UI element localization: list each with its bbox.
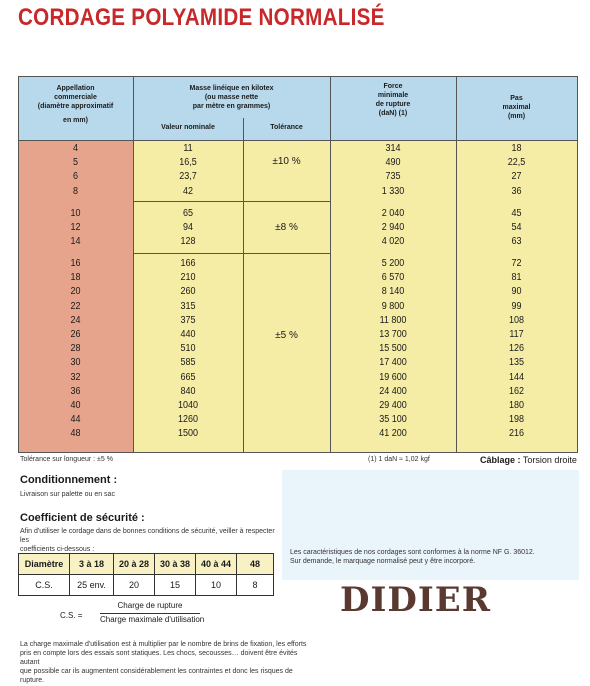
conditionnement-text: Livraison sur palette ou en sac: [20, 491, 115, 498]
table-cell: 20: [70, 286, 81, 298]
table-cell: 17 400: [379, 357, 407, 369]
table-cell: 22,5: [507, 157, 526, 169]
securite-text: Afin d'utiliser le cordage dans de bonnes conditions de sécurité, veiller à respecter les coefficients ci-dessous :: [20, 528, 275, 553]
table-cell: 216: [508, 428, 525, 440]
table-cell: Diamètre: [19, 554, 70, 575]
table-cell: 162: [508, 385, 525, 397]
norme-text: Les caractéristiques de nos cordages sont conformes à la norme NF G. 36012. Sur demande, le marquage normalisé peut y être incorporé.: [290, 549, 535, 565]
page-title: CORDAGE POLYAMIDE NORMALISÉ: [18, 4, 385, 31]
table-cell: 14: [70, 236, 81, 248]
table-cell: 144: [508, 371, 525, 383]
table-cell: 41 200: [379, 428, 407, 440]
securite-heading: Coefficient de sécurité :: [20, 512, 145, 524]
table-cell: 35 100: [379, 414, 407, 426]
group3-diameters: [18, 257, 133, 441]
conditionnement-heading: Conditionnement :: [20, 474, 118, 486]
table-cell: 30: [70, 357, 81, 369]
table-cell: 117: [509, 328, 524, 340]
group2-tolerance: ±8 %: [275, 222, 298, 233]
group1-mass: [133, 142, 243, 199]
group2-mass: [133, 207, 243, 250]
table-cell: 16,5: [179, 157, 197, 169]
securite-footer: La charge maximale d'utilisation est à multiplier par le nombre de brins de fixation, les efforts pris en compte lors des essais sont statiques. Les chocs, secousses… doivent être évités autant que possible car ils augmentent considérablement les contraintes et donc les risques de rupture.: [20, 641, 307, 684]
table-cell: 13 700: [379, 328, 407, 340]
table-cell: 8: [237, 575, 274, 596]
table-cell: 5 200: [381, 258, 405, 269]
table-cell: 166: [180, 258, 196, 269]
table-cell: 36: [70, 385, 81, 397]
didier-logo: DIDIER: [340, 580, 491, 620]
group1-pas: [456, 142, 577, 199]
table-cell: 1040: [177, 399, 199, 411]
table-cell: 94: [182, 222, 194, 234]
table-cell: 6 570: [381, 272, 405, 284]
table-cell: 54: [511, 222, 522, 234]
table-cell: 42: [182, 185, 194, 197]
table-cell: 440: [180, 328, 196, 340]
table-cell: 6: [72, 171, 79, 183]
table-cell: 260: [180, 286, 196, 298]
group2-force: [330, 207, 456, 250]
table-cell: 1260: [177, 414, 199, 426]
table-cell: 135: [508, 357, 525, 369]
table-cell: 10: [196, 575, 237, 596]
table-cell: 735: [385, 171, 401, 183]
table-cell: 25 env.: [70, 575, 114, 596]
group1-force: [330, 142, 456, 199]
table-cell: 180: [508, 399, 525, 411]
table-cell: 27: [511, 171, 522, 183]
spec-table: [18, 76, 578, 452]
formula-denominator: Charge maximale d'utilisation: [100, 615, 205, 624]
table-cell: C.S.: [19, 575, 70, 596]
table-cell: 36: [511, 185, 522, 197]
table-cell: 90: [511, 286, 522, 298]
table-cell: 63: [511, 236, 522, 248]
table-cell: 40: [70, 399, 81, 411]
header-mass: Masse linéique en kilotex (ou masse nette par mètre en grammes): [189, 85, 274, 110]
table-cell: 128: [180, 236, 196, 248]
group3-pas: [456, 257, 577, 441]
table-cell: 65: [182, 208, 194, 219]
table-cell: 29 400: [379, 399, 407, 411]
table-cell: 18: [511, 143, 522, 154]
header-force: Force minimale de rupture (daN) (1): [375, 83, 411, 117]
table-cell: 72: [511, 258, 522, 269]
table-cell: 3 à 18: [70, 554, 114, 575]
table-cell: 40 à 44: [196, 554, 237, 575]
table-cell: 314: [385, 143, 401, 154]
formula-label: C.S. =: [60, 611, 83, 620]
table-cell: 18: [70, 272, 81, 284]
table-cell: 16: [70, 258, 81, 269]
table-cell: 210: [180, 272, 196, 284]
table-cell: 2 040: [381, 208, 405, 219]
table-cell: 8 140: [381, 286, 405, 298]
header-pas: Pas maximal (mm): [502, 95, 531, 120]
table-cell: 10: [70, 208, 81, 219]
table-cell: 665: [180, 371, 196, 383]
table-cell: 24: [70, 314, 81, 326]
table-cell: 11: [183, 143, 193, 154]
footnote: (1) 1 daN ≈ 1,02 kgf: [368, 456, 430, 463]
group2-diameters: [18, 207, 133, 250]
table-cell: 4 020: [381, 236, 405, 248]
table-cell: 15: [155, 575, 196, 596]
table-cell: 9 800: [381, 300, 405, 312]
table-cell: 28: [70, 343, 81, 355]
table-cell: 99: [511, 300, 522, 312]
table-cell: 19 600: [379, 371, 407, 383]
cablage-note: Câblage : Torsion droite: [480, 455, 577, 465]
length-tolerance-note: Tolérance sur longueur : ±5 %: [20, 456, 113, 463]
security-coefficient-table: [18, 553, 274, 596]
table-cell: 12: [70, 222, 81, 234]
table-cell: 48: [237, 554, 274, 575]
group3-tolerance: ±5 %: [275, 330, 298, 341]
group2-pas: [456, 207, 577, 250]
group3-mass: [133, 257, 243, 441]
table-cell: 22: [70, 300, 81, 312]
table-cell: 8: [72, 185, 79, 197]
header-mass-nominal: Valeur nominale: [161, 124, 215, 131]
group1-diameters: [18, 142, 133, 199]
table-cell: 81: [511, 272, 522, 284]
table-cell: 198: [508, 414, 525, 426]
table-cell: 375: [180, 314, 196, 326]
table-cell: 44: [70, 414, 81, 426]
table-cell: 11 800: [379, 314, 407, 326]
table-cell: 108: [508, 314, 525, 326]
table-cell: 30 à 38: [155, 554, 196, 575]
table-cell: 32: [70, 371, 81, 383]
table-cell: 26: [70, 328, 81, 340]
fraction-bar: [100, 613, 200, 614]
table-cell: 315: [180, 300, 196, 312]
group3-force: [330, 257, 456, 441]
table-cell: 20: [114, 575, 155, 596]
table-cell: 1500: [177, 428, 199, 440]
table-cell: 24 400: [379, 385, 407, 397]
table-cell: 48: [70, 428, 81, 440]
table-cell: 23,7: [179, 171, 197, 183]
header-mass-tolerance: Tolérance: [270, 124, 303, 131]
table-cell: 1 330: [381, 185, 405, 197]
table-cell: 490: [385, 157, 401, 169]
table-cell: 510: [180, 343, 196, 355]
table-cell: 585: [180, 357, 196, 369]
header-diameter: Appellation commerciale (diamètre approximatif en mm): [37, 85, 114, 124]
table-cell: 15 500: [379, 343, 407, 355]
group1-tolerance: ±10 %: [272, 156, 301, 167]
table-cell: 2 940: [381, 222, 405, 234]
table-cell: 20 à 28: [114, 554, 155, 575]
table-cell: 45: [511, 208, 522, 219]
table-cell: 126: [508, 343, 525, 355]
formula-numerator: Charge de rupture: [117, 601, 183, 610]
table-cell: 5: [72, 157, 79, 169]
table-cell: 4: [72, 143, 79, 154]
table-cell: 840: [180, 385, 196, 397]
